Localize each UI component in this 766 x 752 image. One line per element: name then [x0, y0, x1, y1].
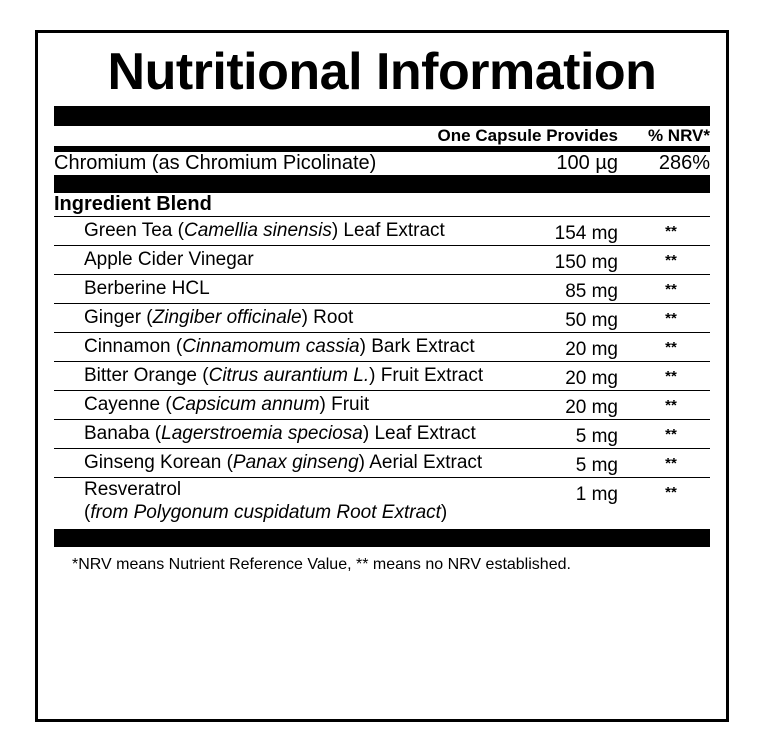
table-row	[54, 477, 710, 525]
page-title: Nutritional Information	[107, 43, 657, 101]
ingredient-amount: 20 mg	[500, 361, 618, 390]
header-name	[54, 126, 438, 146]
ingredient-name: Resveratrol (from Polygonum cuspidatum Root Extract)	[54, 477, 500, 525]
ingredient-nrv: **	[618, 274, 710, 303]
ingredient-name: Cinnamon (Cinnamomum cassia) Bark Extract	[54, 332, 500, 361]
table-row	[54, 448, 710, 477]
ingredient-name: Cayenne (Capsicum annum) Fruit	[54, 390, 500, 419]
ingredient-nrv: **	[618, 419, 710, 448]
header-amount: One Capsule Provides	[437, 125, 618, 145]
table-row	[54, 245, 710, 274]
ingredient-name: Banaba (Lagerstroemia speciosa) Leaf Extract	[54, 419, 500, 448]
ingredient-name: Bitter Orange (Citrus aurantium L.) Fruit Extract	[54, 361, 500, 390]
nutrition-table	[54, 126, 710, 146]
ingredient-nrv: **	[618, 303, 710, 332]
ingredient-nrv: **	[618, 245, 710, 274]
blend-heading: Ingredient Blend	[54, 192, 212, 215]
ingredient-name: Green Tea (Camellia sinensis) Leaf Extract	[54, 216, 500, 245]
table-row	[54, 152, 710, 175]
ingredient-name: Berberine HCL	[54, 274, 500, 303]
ingredient-amount: 20 mg	[500, 390, 618, 419]
table-header-row	[54, 126, 710, 146]
main-nutrient-table	[54, 152, 710, 175]
ingredient-nrv: **	[618, 390, 710, 419]
ingredient-nrv: **	[618, 332, 710, 361]
table-row	[54, 332, 710, 361]
table-row	[54, 361, 710, 390]
ingredient-amount: 20 mg	[500, 332, 618, 361]
nutrient-name: Chromium (as Chromium Picolinate)	[54, 151, 377, 174]
nutrition-panel-inner	[54, 45, 710, 709]
nutrient-amount: 100 µg	[556, 151, 618, 174]
section-divider-bar	[54, 175, 710, 193]
title-divider-bar	[54, 106, 710, 126]
ingredient-amount: 5 mg	[500, 448, 618, 477]
ingredient-amount: 150 mg	[500, 245, 618, 274]
header-nrv: % NRV*	[647, 125, 710, 145]
footer-divider-bar	[54, 529, 710, 547]
footnote: *NRV means Nutrient Reference Value, ** means no NRV established.	[72, 556, 571, 574]
ingredient-blend-table	[54, 193, 710, 526]
ingredient-amount: 5 mg	[500, 419, 618, 448]
table-row	[54, 216, 710, 245]
table-row	[54, 303, 710, 332]
table-row	[54, 274, 710, 303]
ingredient-name: Ginger (Zingiber officinale) Root	[54, 303, 500, 332]
table-row	[54, 390, 710, 419]
ingredient-nrv: **	[618, 477, 710, 525]
table-row	[54, 419, 710, 448]
ingredient-nrv: **	[618, 216, 710, 245]
ingredient-name: Apple Cider Vinegar	[54, 245, 500, 274]
ingredient-amount: 50 mg	[500, 303, 618, 332]
ingredient-nrv: **	[618, 448, 710, 477]
ingredient-name: Ginseng Korean (Panax ginseng) Aerial Extract	[54, 448, 500, 477]
ingredient-amount: 154 mg	[500, 216, 618, 245]
blend-heading-row	[54, 193, 710, 217]
ingredient-nrv: **	[618, 361, 710, 390]
ingredient-amount: 85 mg	[500, 274, 618, 303]
ingredient-amount: 1 mg	[500, 477, 618, 525]
nutrient-nrv: 286%	[658, 151, 710, 174]
nutrition-panel	[35, 30, 729, 722]
